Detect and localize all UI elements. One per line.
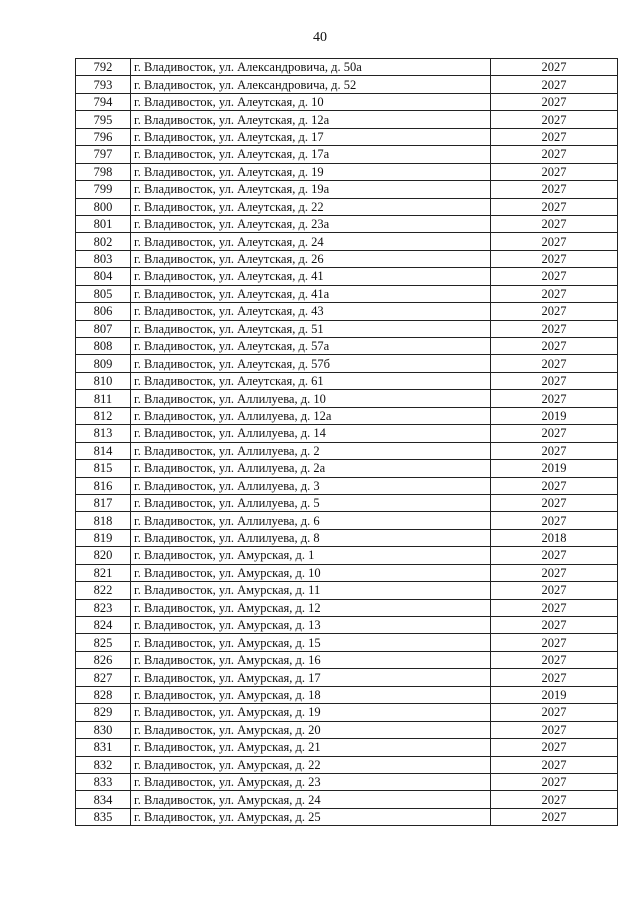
table-row xyxy=(76,163,618,180)
year-cell: 2027 xyxy=(491,355,618,372)
year-cell: 2027 xyxy=(491,215,618,232)
row-number-cell: 826 xyxy=(76,651,131,668)
table-row xyxy=(76,547,618,564)
address-cell: г. Владивосток, ул. Алеутская, д. 51 xyxy=(131,320,491,337)
row-number-cell: 817 xyxy=(76,494,131,511)
year-cell: 2027 xyxy=(491,669,618,686)
address-cell: г. Владивосток, ул. Амурская, д. 12 xyxy=(131,599,491,616)
table-row xyxy=(76,303,618,320)
year-cell: 2027 xyxy=(491,564,618,581)
address-cell: г. Владивосток, ул. Алеутская, д. 22 xyxy=(131,198,491,215)
table-row xyxy=(76,93,618,110)
address-cell: г. Владивосток, ул. Алеутская, д. 10 xyxy=(131,93,491,110)
address-cell: г. Владивосток, ул. Аллилуева, д. 2а xyxy=(131,460,491,477)
table-row xyxy=(76,704,618,721)
year-cell: 2019 xyxy=(491,460,618,477)
year-cell: 2027 xyxy=(491,390,618,407)
year-cell: 2027 xyxy=(491,739,618,756)
year-cell: 2027 xyxy=(491,233,618,250)
address-cell: г. Владивосток, ул. Амурская, д. 25 xyxy=(131,808,491,825)
row-number-cell: 820 xyxy=(76,547,131,564)
page-number: 40 xyxy=(313,30,327,45)
table-row xyxy=(76,425,618,442)
row-number-cell: 795 xyxy=(76,111,131,128)
table-row xyxy=(76,407,618,424)
year-cell: 2027 xyxy=(491,494,618,511)
row-number-cell: 833 xyxy=(76,773,131,790)
housing-registry-table xyxy=(75,58,618,826)
year-cell: 2027 xyxy=(491,808,618,825)
address-cell: г. Владивосток, ул. Аллилуева, д. 2 xyxy=(131,442,491,459)
address-cell: г. Владивосток, ул. Александровича, д. 50а xyxy=(131,59,491,76)
row-number-cell: 799 xyxy=(76,181,131,198)
year-cell: 2019 xyxy=(491,686,618,703)
table-row xyxy=(76,355,618,372)
row-number-cell: 810 xyxy=(76,372,131,389)
table-row xyxy=(76,512,618,529)
table-row xyxy=(76,808,618,825)
year-cell: 2027 xyxy=(491,477,618,494)
year-cell: 2027 xyxy=(491,303,618,320)
table-row xyxy=(76,756,618,773)
table-row xyxy=(76,634,618,651)
year-cell: 2027 xyxy=(491,181,618,198)
year-cell: 2027 xyxy=(491,285,618,302)
row-number-cell: 815 xyxy=(76,460,131,477)
row-number-cell: 828 xyxy=(76,686,131,703)
table-row xyxy=(76,739,618,756)
address-cell: г. Владивосток, ул. Амурская, д. 18 xyxy=(131,686,491,703)
row-number-cell: 811 xyxy=(76,390,131,407)
row-number-cell: 807 xyxy=(76,320,131,337)
table-row xyxy=(76,285,618,302)
address-cell: г. Владивосток, ул. Амурская, д. 21 xyxy=(131,739,491,756)
address-cell: г. Владивосток, ул. Амурская, д. 23 xyxy=(131,773,491,790)
address-cell: г. Владивосток, ул. Алеутская, д. 43 xyxy=(131,303,491,320)
year-cell: 2027 xyxy=(491,756,618,773)
address-cell: г. Владивосток, ул. Амурская, д. 20 xyxy=(131,721,491,738)
table-row xyxy=(76,338,618,355)
address-cell: г. Владивосток, ул. Алеутская, д. 26 xyxy=(131,250,491,267)
address-cell: г. Владивосток, ул. Алеутская, д. 12а xyxy=(131,111,491,128)
address-cell: г. Владивосток, ул. Алеутская, д. 19а xyxy=(131,181,491,198)
row-number-cell: 802 xyxy=(76,233,131,250)
table-row xyxy=(76,442,618,459)
address-cell: г. Владивосток, ул. Амурская, д. 19 xyxy=(131,704,491,721)
address-cell: г. Владивосток, ул. Амурская, д. 1 xyxy=(131,547,491,564)
year-cell: 2027 xyxy=(491,721,618,738)
address-cell: г. Владивосток, ул. Алеутская, д. 41 xyxy=(131,268,491,285)
address-cell: г. Владивосток, ул. Алеутская, д. 23а xyxy=(131,215,491,232)
year-cell: 2027 xyxy=(491,93,618,110)
row-number-cell: 818 xyxy=(76,512,131,529)
row-number-cell: 821 xyxy=(76,564,131,581)
year-cell: 2027 xyxy=(491,128,618,145)
row-number-cell: 814 xyxy=(76,442,131,459)
row-number-cell: 830 xyxy=(76,721,131,738)
year-cell: 2027 xyxy=(491,442,618,459)
table-row xyxy=(76,372,618,389)
year-cell: 2027 xyxy=(491,76,618,93)
address-cell: г. Владивосток, ул. Алеутская, д. 17а xyxy=(131,146,491,163)
table-row xyxy=(76,128,618,145)
address-cell: г. Владивосток, ул. Алеутская, д. 57б xyxy=(131,355,491,372)
address-cell: г. Владивосток, ул. Алеутская, д. 19 xyxy=(131,163,491,180)
year-cell: 2027 xyxy=(491,163,618,180)
year-cell: 2027 xyxy=(491,599,618,616)
address-cell: г. Владивосток, ул. Амурская, д. 13 xyxy=(131,617,491,634)
table-row xyxy=(76,721,618,738)
table-row xyxy=(76,651,618,668)
table-row xyxy=(76,268,618,285)
address-cell: г. Владивосток, ул. Алеутская, д. 41а xyxy=(131,285,491,302)
year-cell: 2027 xyxy=(491,111,618,128)
table-row xyxy=(76,529,618,546)
table-row xyxy=(76,198,618,215)
address-cell: г. Владивосток, ул. Аллилуева, д. 8 xyxy=(131,529,491,546)
year-cell: 2027 xyxy=(491,582,618,599)
year-cell: 2027 xyxy=(491,791,618,808)
year-cell: 2027 xyxy=(491,634,618,651)
address-cell: г. Владивосток, ул. Амурская, д. 15 xyxy=(131,634,491,651)
year-cell: 2027 xyxy=(491,268,618,285)
row-number-cell: 816 xyxy=(76,477,131,494)
address-cell: г. Владивосток, ул. Аллилуева, д. 3 xyxy=(131,477,491,494)
address-cell: г. Владивосток, ул. Амурская, д. 24 xyxy=(131,791,491,808)
table-row xyxy=(76,390,618,407)
year-cell: 2018 xyxy=(491,529,618,546)
table-row xyxy=(76,669,618,686)
year-cell: 2027 xyxy=(491,146,618,163)
year-cell: 2027 xyxy=(491,250,618,267)
year-cell: 2027 xyxy=(491,773,618,790)
table-row xyxy=(76,599,618,616)
row-number-cell: 813 xyxy=(76,425,131,442)
row-number-cell: 832 xyxy=(76,756,131,773)
table-row xyxy=(76,477,618,494)
year-cell: 2027 xyxy=(491,704,618,721)
table-row xyxy=(76,617,618,634)
row-number-cell: 809 xyxy=(76,355,131,372)
row-number-cell: 822 xyxy=(76,582,131,599)
table-row xyxy=(76,250,618,267)
row-number-cell: 804 xyxy=(76,268,131,285)
table-row xyxy=(76,215,618,232)
address-cell: г. Владивосток, ул. Алеутская, д. 61 xyxy=(131,372,491,389)
address-cell: г. Владивосток, ул. Амурская, д. 10 xyxy=(131,564,491,581)
row-number-cell: 835 xyxy=(76,808,131,825)
table-row xyxy=(76,686,618,703)
row-number-cell: 824 xyxy=(76,617,131,634)
table-row xyxy=(76,146,618,163)
table-row xyxy=(76,59,618,76)
table-row xyxy=(76,233,618,250)
row-number-cell: 798 xyxy=(76,163,131,180)
year-cell: 2027 xyxy=(491,512,618,529)
address-cell: г. Владивосток, ул. Алеутская, д. 57а xyxy=(131,338,491,355)
row-number-cell: 819 xyxy=(76,529,131,546)
row-number-cell: 829 xyxy=(76,704,131,721)
table-row xyxy=(76,791,618,808)
year-cell: 2027 xyxy=(491,372,618,389)
year-cell: 2027 xyxy=(491,425,618,442)
row-number-cell: 803 xyxy=(76,250,131,267)
address-cell: г. Владивосток, ул. Амурская, д. 11 xyxy=(131,582,491,599)
row-number-cell: 793 xyxy=(76,76,131,93)
address-cell: г. Владивосток, ул. Александровича, д. 52 xyxy=(131,76,491,93)
year-cell: 2019 xyxy=(491,407,618,424)
year-cell: 2027 xyxy=(491,651,618,668)
year-cell: 2027 xyxy=(491,617,618,634)
row-number-cell: 801 xyxy=(76,215,131,232)
table-row xyxy=(76,773,618,790)
table-row xyxy=(76,111,618,128)
registry-table-body xyxy=(76,59,618,826)
row-number-cell: 808 xyxy=(76,338,131,355)
table-row xyxy=(76,76,618,93)
address-cell: г. Владивосток, ул. Алеутская, д. 17 xyxy=(131,128,491,145)
row-number-cell: 805 xyxy=(76,285,131,302)
row-number-cell: 812 xyxy=(76,407,131,424)
year-cell: 2027 xyxy=(491,338,618,355)
year-cell: 2027 xyxy=(491,198,618,215)
year-cell: 2027 xyxy=(491,320,618,337)
row-number-cell: 825 xyxy=(76,634,131,651)
address-cell: г. Владивосток, ул. Амурская, д. 16 xyxy=(131,651,491,668)
table-row xyxy=(76,564,618,581)
year-cell: 2027 xyxy=(491,547,618,564)
table-row xyxy=(76,582,618,599)
address-cell: г. Владивосток, ул. Амурская, д. 17 xyxy=(131,669,491,686)
table-row xyxy=(76,181,618,198)
row-number-cell: 794 xyxy=(76,93,131,110)
row-number-cell: 792 xyxy=(76,59,131,76)
row-number-cell: 800 xyxy=(76,198,131,215)
row-number-cell: 796 xyxy=(76,128,131,145)
address-cell: г. Владивосток, ул. Аллилуева, д. 5 xyxy=(131,494,491,511)
row-number-cell: 831 xyxy=(76,739,131,756)
address-cell: г. Владивосток, ул. Аллилуева, д. 10 xyxy=(131,390,491,407)
address-cell: г. Владивосток, ул. Аллилуева, д. 6 xyxy=(131,512,491,529)
row-number-cell: 797 xyxy=(76,146,131,163)
address-cell: г. Владивосток, ул. Алеутская, д. 24 xyxy=(131,233,491,250)
address-cell: г. Владивосток, ул. Амурская, д. 22 xyxy=(131,756,491,773)
table-row xyxy=(76,460,618,477)
address-cell: г. Владивосток, ул. Аллилуева, д. 14 xyxy=(131,425,491,442)
row-number-cell: 827 xyxy=(76,669,131,686)
year-cell: 2027 xyxy=(491,59,618,76)
table-row xyxy=(76,320,618,337)
row-number-cell: 823 xyxy=(76,599,131,616)
row-number-cell: 806 xyxy=(76,303,131,320)
row-number-cell: 834 xyxy=(76,791,131,808)
address-cell: г. Владивосток, ул. Аллилуева, д. 12а xyxy=(131,407,491,424)
table-row xyxy=(76,494,618,511)
